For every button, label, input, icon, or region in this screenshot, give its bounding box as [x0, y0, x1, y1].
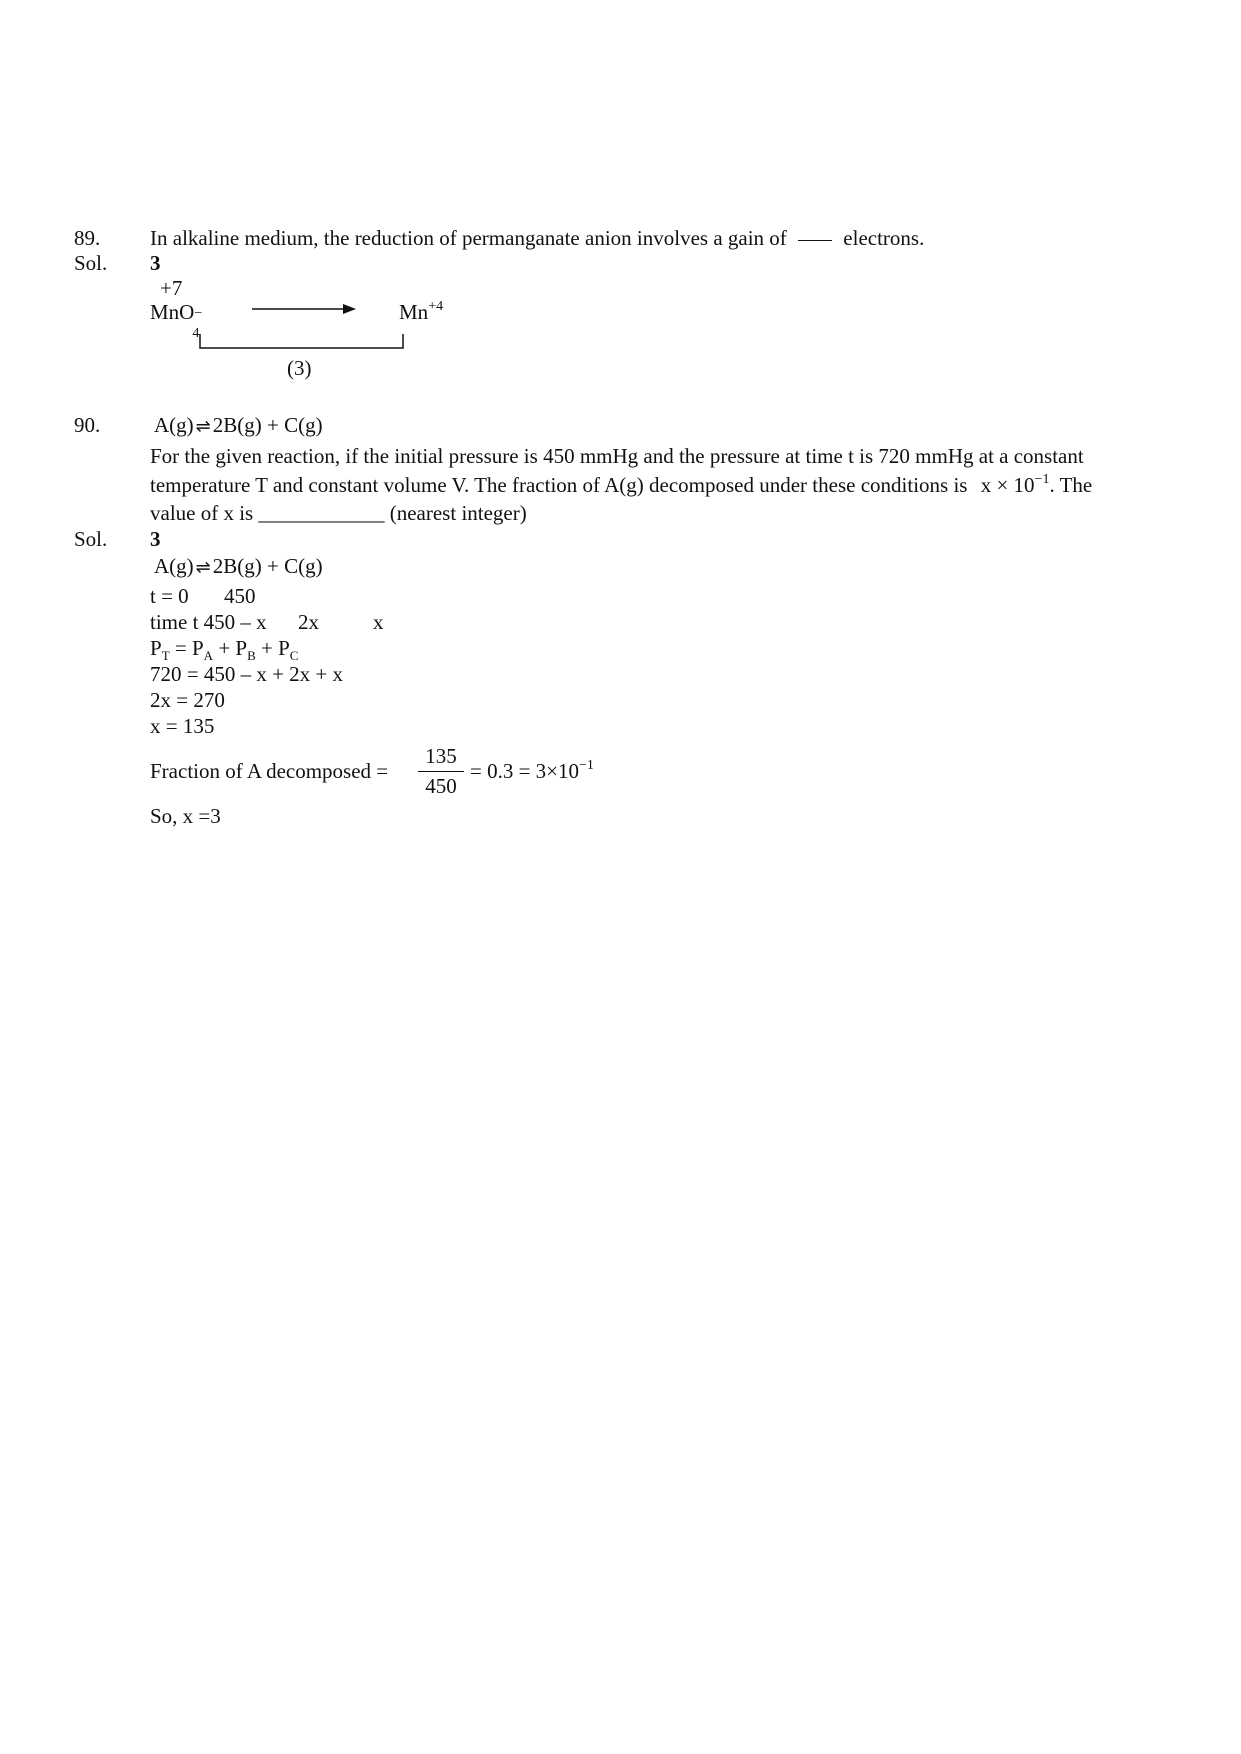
q90-reaction-a: A(g) [154, 413, 194, 437]
q89-reactant-base: MnO [150, 300, 195, 324]
q89-bracket-label: (3) [287, 356, 312, 380]
q89-text-after: electrons. [843, 226, 925, 250]
q90-sol-label: Sol. [74, 527, 108, 551]
q89-product-sup: +4 [428, 299, 444, 314]
q90-frac-numerator: 135 [425, 744, 457, 768]
q90-row-t-label: time t 450 – x [150, 610, 267, 634]
q89-ox-state: +7 [160, 276, 183, 300]
q90-line2 [150, 472, 1093, 497]
equilibrium-arrows-icon: ⇌ [195, 557, 211, 578]
q89-answer: 3 [150, 251, 161, 275]
q90-fraction [418, 746, 464, 797]
q90-reaction-rest: 2B(g) + C(g) [212, 413, 323, 437]
q90-line3-end: (nearest integer) [389, 501, 527, 525]
q90-eq2: 2x = 270 [150, 688, 225, 712]
q89-text-before: In alkaline medium, the reduction of permanganate anion involves a gain of [150, 226, 787, 250]
pt-sub-a: A [203, 648, 214, 664]
q90-line3-text: value of x is [150, 501, 254, 525]
pt-sub-c: C [289, 648, 299, 664]
pt-sub-t: T [161, 648, 170, 664]
q90-line2-text: temperature T and constant volume V. The fraction of A(g) decomposed under these conditions is [150, 473, 968, 497]
q90-eq3: x = 135 [150, 714, 215, 738]
q90-conclusion: So, x =3 [150, 804, 221, 828]
q90-line3 [150, 503, 527, 524]
q90-sol-reaction-a: A(g) [154, 554, 194, 578]
q90-row-t0-label: t = 0 [150, 584, 189, 608]
q90-reaction [154, 415, 323, 436]
q90-fraction-result [470, 758, 594, 783]
q90-fraction-exp: −1 [579, 758, 594, 773]
q90-frac-bar [418, 771, 464, 772]
q90-row-t-2x: 2x [298, 610, 319, 634]
pt-p: P [150, 636, 162, 660]
pt-sub-b: B [247, 648, 256, 664]
q90-pressure-sum [150, 636, 299, 664]
q90-row-t0-value: 450 [224, 584, 256, 608]
q90-line2-exp: −1 [1034, 472, 1050, 487]
q89-reactant-sup: − [194, 306, 203, 321]
q90-sol-reaction-rest: 2B(g) + C(g) [212, 554, 323, 578]
electron-bracket [200, 334, 403, 348]
q90-line1: For the given reaction, if the initial pressure is 450 mmHg and the pressure at time t is 720 mmHg at a constant [150, 444, 1084, 468]
q89-reactant-sub: 4 [192, 326, 200, 341]
reaction-arrow-head [343, 304, 356, 314]
q90-sol-reaction [154, 556, 323, 577]
q90-answer-blank: ____________ [258, 501, 385, 525]
equilibrium-arrows-icon: ⇌ [195, 416, 211, 437]
q90-frac-denominator: 450 [425, 774, 457, 798]
q90-row-t-x: x [373, 610, 384, 634]
q89-product-base: Mn [399, 300, 429, 324]
q90-fraction-label: Fraction of A decomposed = [150, 759, 389, 783]
q90-line2-expr: x × 10 [980, 473, 1035, 497]
q90-fraction-result-text: = 0.3 = 3×10 [470, 759, 580, 783]
q89-number: 89. [74, 226, 101, 250]
pt-eq: = P [169, 636, 204, 660]
q90-answer: 3 [150, 527, 161, 551]
q90-number: 90. [74, 413, 101, 437]
q90-line2-end: . The [1049, 473, 1093, 497]
pt-plus1: + P [213, 636, 248, 660]
q90-eq1: 720 = 450 – x + 2x + x [150, 662, 344, 686]
pt-plus2: + P [255, 636, 290, 660]
q89-sol-label: Sol. [74, 251, 108, 275]
